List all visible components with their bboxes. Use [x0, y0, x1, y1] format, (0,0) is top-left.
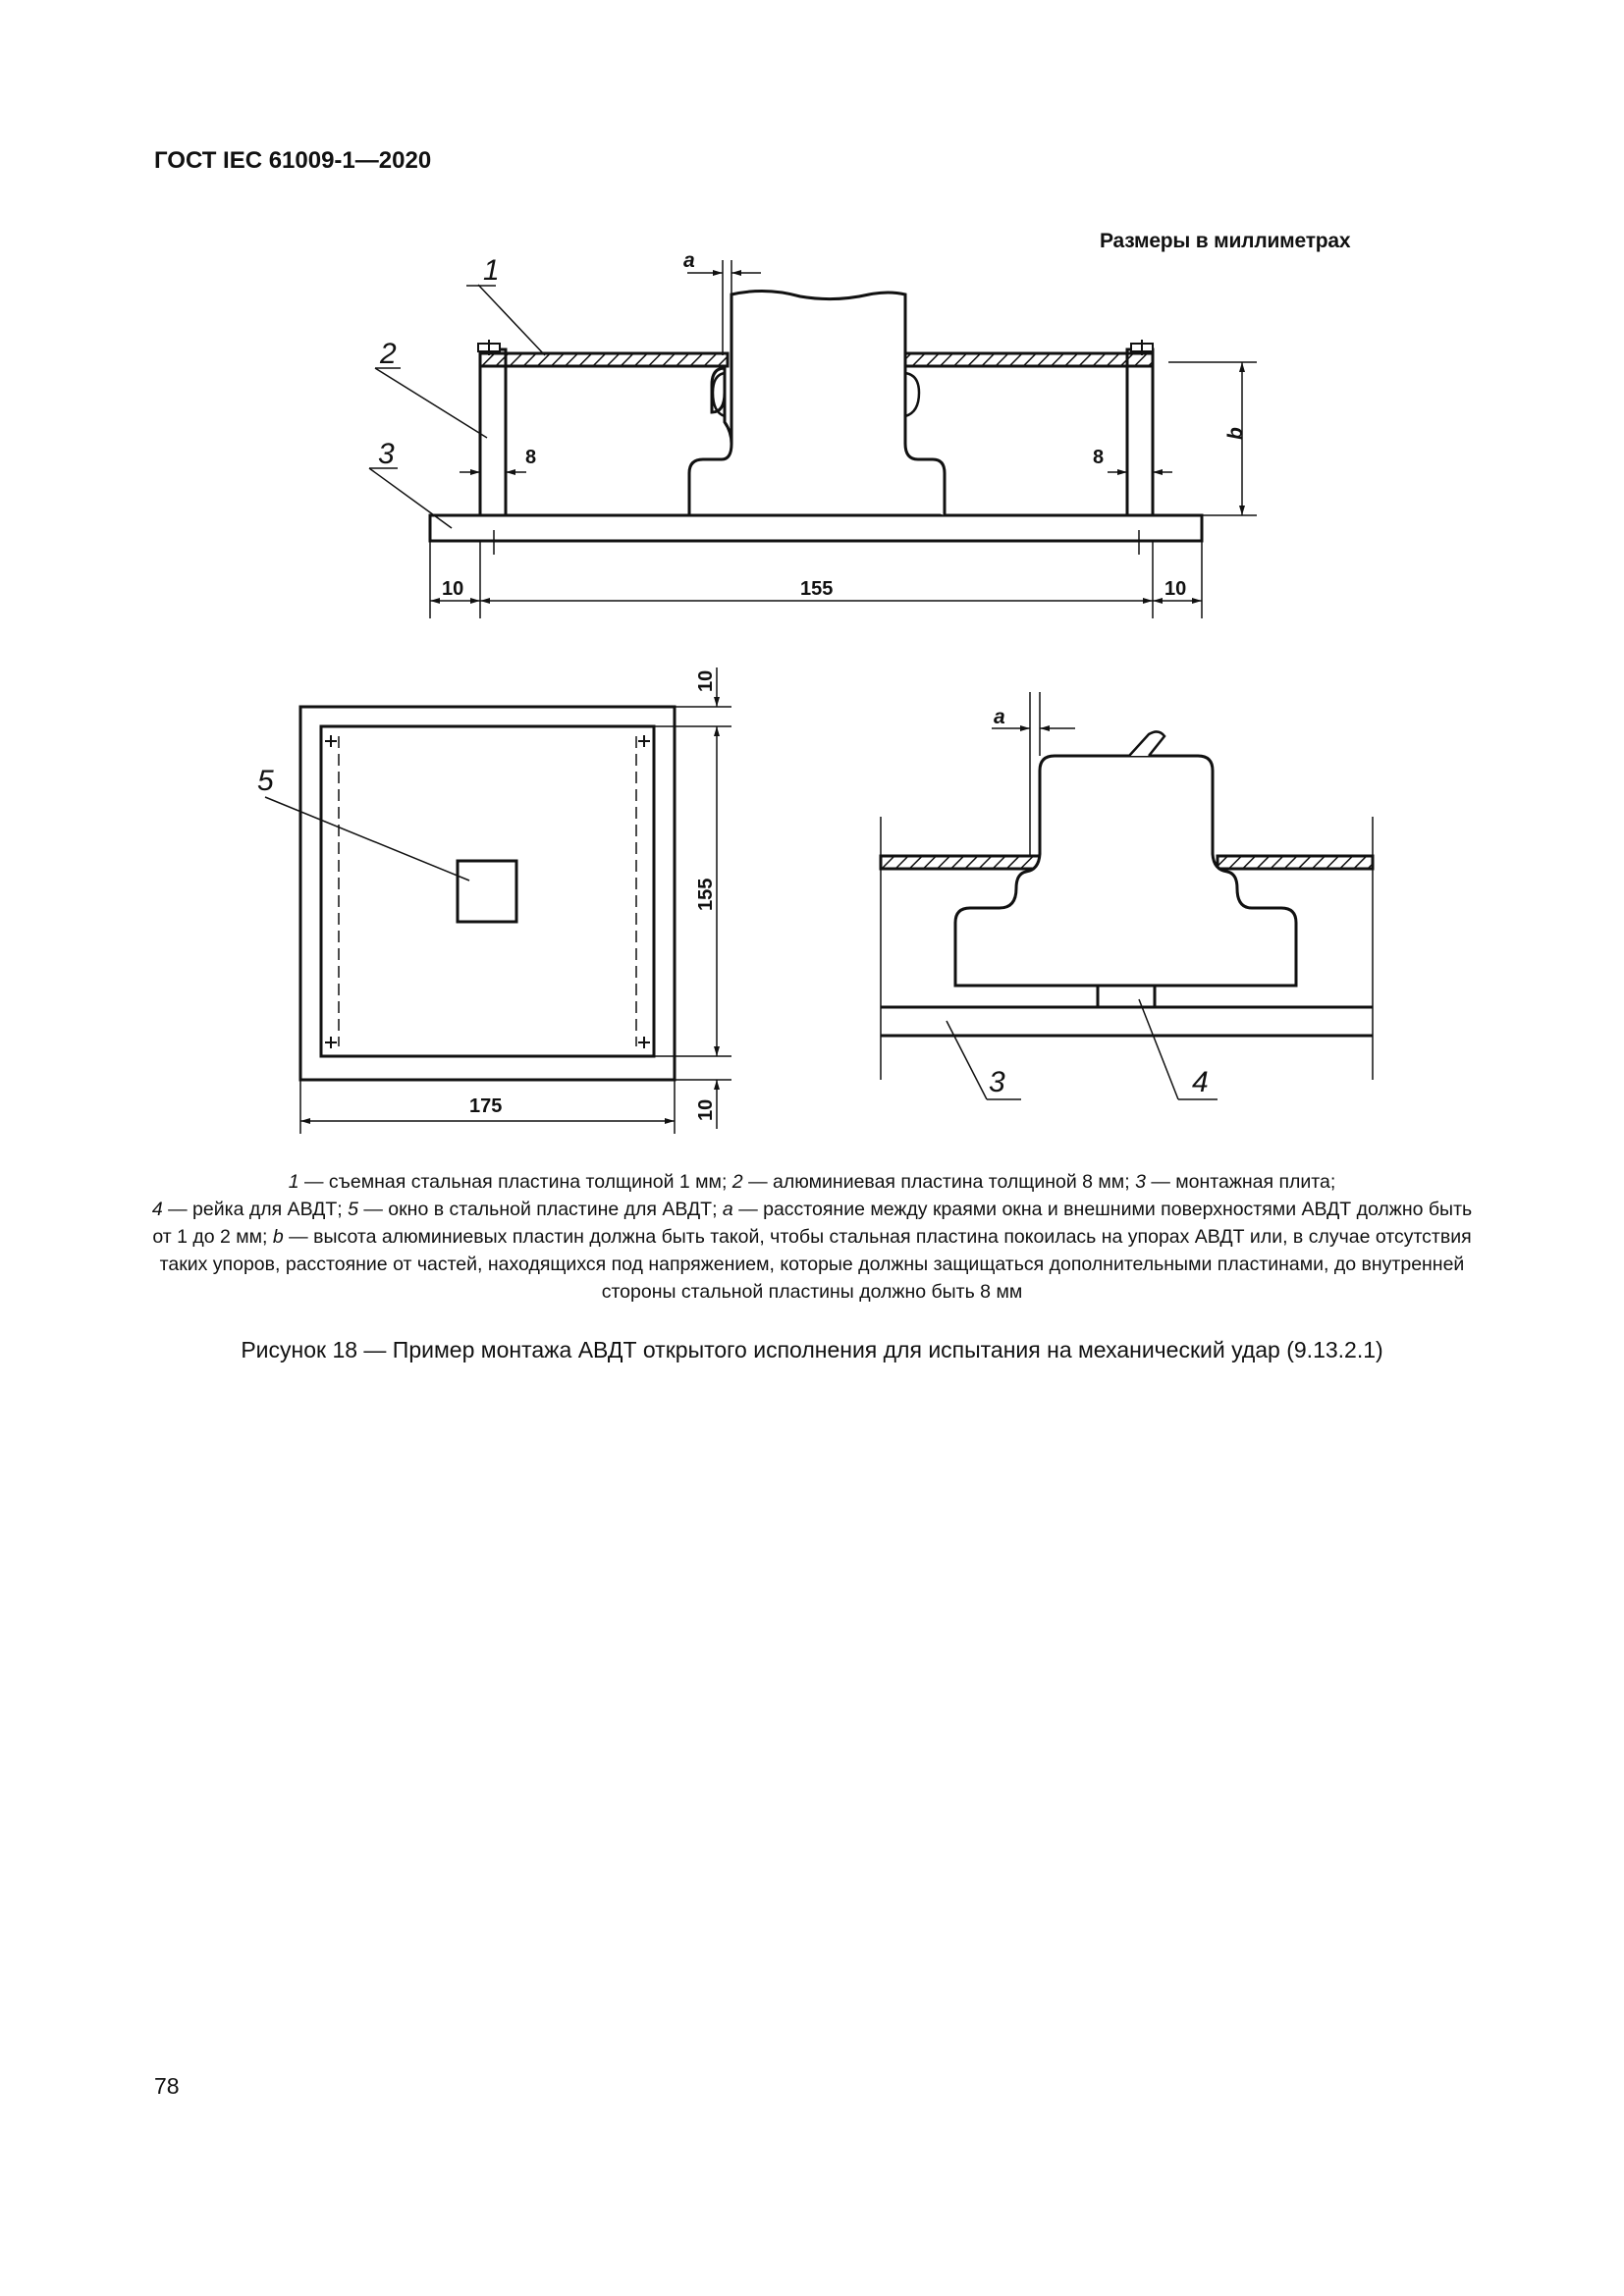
label-2: 2: [380, 338, 397, 370]
din-rail: [1098, 986, 1155, 1007]
aluminium-plate-right: [1127, 349, 1153, 515]
label-3-side: 3: [989, 1066, 1005, 1098]
legend-text-5: — окно в стальной пластине для АВДТ;: [357, 1199, 723, 1220]
steel-plate-left: [480, 353, 728, 366]
legend-key-b: b: [272, 1226, 284, 1248]
label-3: 3: [378, 438, 395, 470]
dim-8-right: 8: [1093, 447, 1105, 468]
dim-plan-155: 155: [695, 878, 717, 911]
legend-key-5: 5: [348, 1199, 358, 1220]
dim-8-left: 8: [525, 447, 537, 468]
legend-text-3: — монтажная плита;: [1145, 1171, 1336, 1193]
steel-plate-plan: [321, 726, 654, 1056]
page-number: 78: [154, 2073, 180, 2099]
legend-text-a: — расстояние между краями окна и внешними поверхностями АВДТ должно быть от 1 до 2 мм;: [152, 1199, 1473, 1248]
dim-plan-175: 175: [469, 1095, 503, 1117]
figure-legend: [147, 1168, 1477, 1306]
legend-text-4: — рейка для АВДТ;: [162, 1199, 349, 1220]
steel-plate-right: [905, 353, 1153, 366]
plan-view: [265, 667, 731, 1134]
mounting-plate-plan: [300, 707, 675, 1080]
label-1: 1: [483, 254, 500, 287]
mounting-plate: [430, 515, 1202, 541]
dim-plan-10-top: 10: [695, 669, 717, 692]
legend-key-a: a: [722, 1199, 733, 1220]
legend-key-1: 1: [288, 1171, 299, 1193]
dim-10-right: 10: [1164, 578, 1187, 600]
units-note: Размеры в миллиметрах: [1100, 230, 1351, 252]
label-b: b: [1224, 427, 1247, 440]
legend-key-3: 3: [1135, 1171, 1146, 1193]
rcbo-device-side: [955, 756, 1296, 986]
section-view: [369, 260, 1257, 618]
label-a-top: a: [683, 249, 695, 272]
steel-plate-side-right: [1218, 856, 1373, 869]
side-detail-view: [881, 692, 1373, 1099]
dim-10-left: 10: [442, 578, 464, 600]
aluminium-plate-left: [480, 349, 506, 515]
dim-155-top: 155: [800, 578, 834, 600]
legend-key-2: 2: [731, 1171, 743, 1193]
rcbo-device-section: [689, 291, 945, 515]
label-4: 4: [1192, 1066, 1209, 1098]
dim-plan-10-bottom: 10: [695, 1098, 717, 1121]
figure-caption: Рисунок 18 — Пример монтажа АВДТ открытого исполнения для испытания на механический удар (9.13.2.1): [241, 1337, 1383, 1362]
steel-plate-side-left: [881, 856, 1040, 869]
device-window: [458, 861, 516, 922]
legend-text-2: — алюминиевая пластина толщиной 8 мм;: [742, 1171, 1136, 1193]
legend-text-1: — съемная стальная пластина толщиной 1 мм;: [298, 1171, 732, 1193]
legend-key-4: 4: [151, 1199, 163, 1220]
legend-text-b: — высота алюминиевых пластин должна быть такой, чтобы стальная пластина покоилась на упорах АВДТ или, в случае отсутствия таких упоров, расстояние от частей, находящихся под напряжением, которые должны защищаться дополнительными пластинами, до внутренней стороны стальной пластины должно быть 8 мм: [159, 1226, 1472, 1303]
document-header: ГОСТ IEC 61009-1—2020: [154, 147, 432, 174]
label-a-side: a: [994, 706, 1005, 728]
label-5: 5: [257, 765, 274, 797]
